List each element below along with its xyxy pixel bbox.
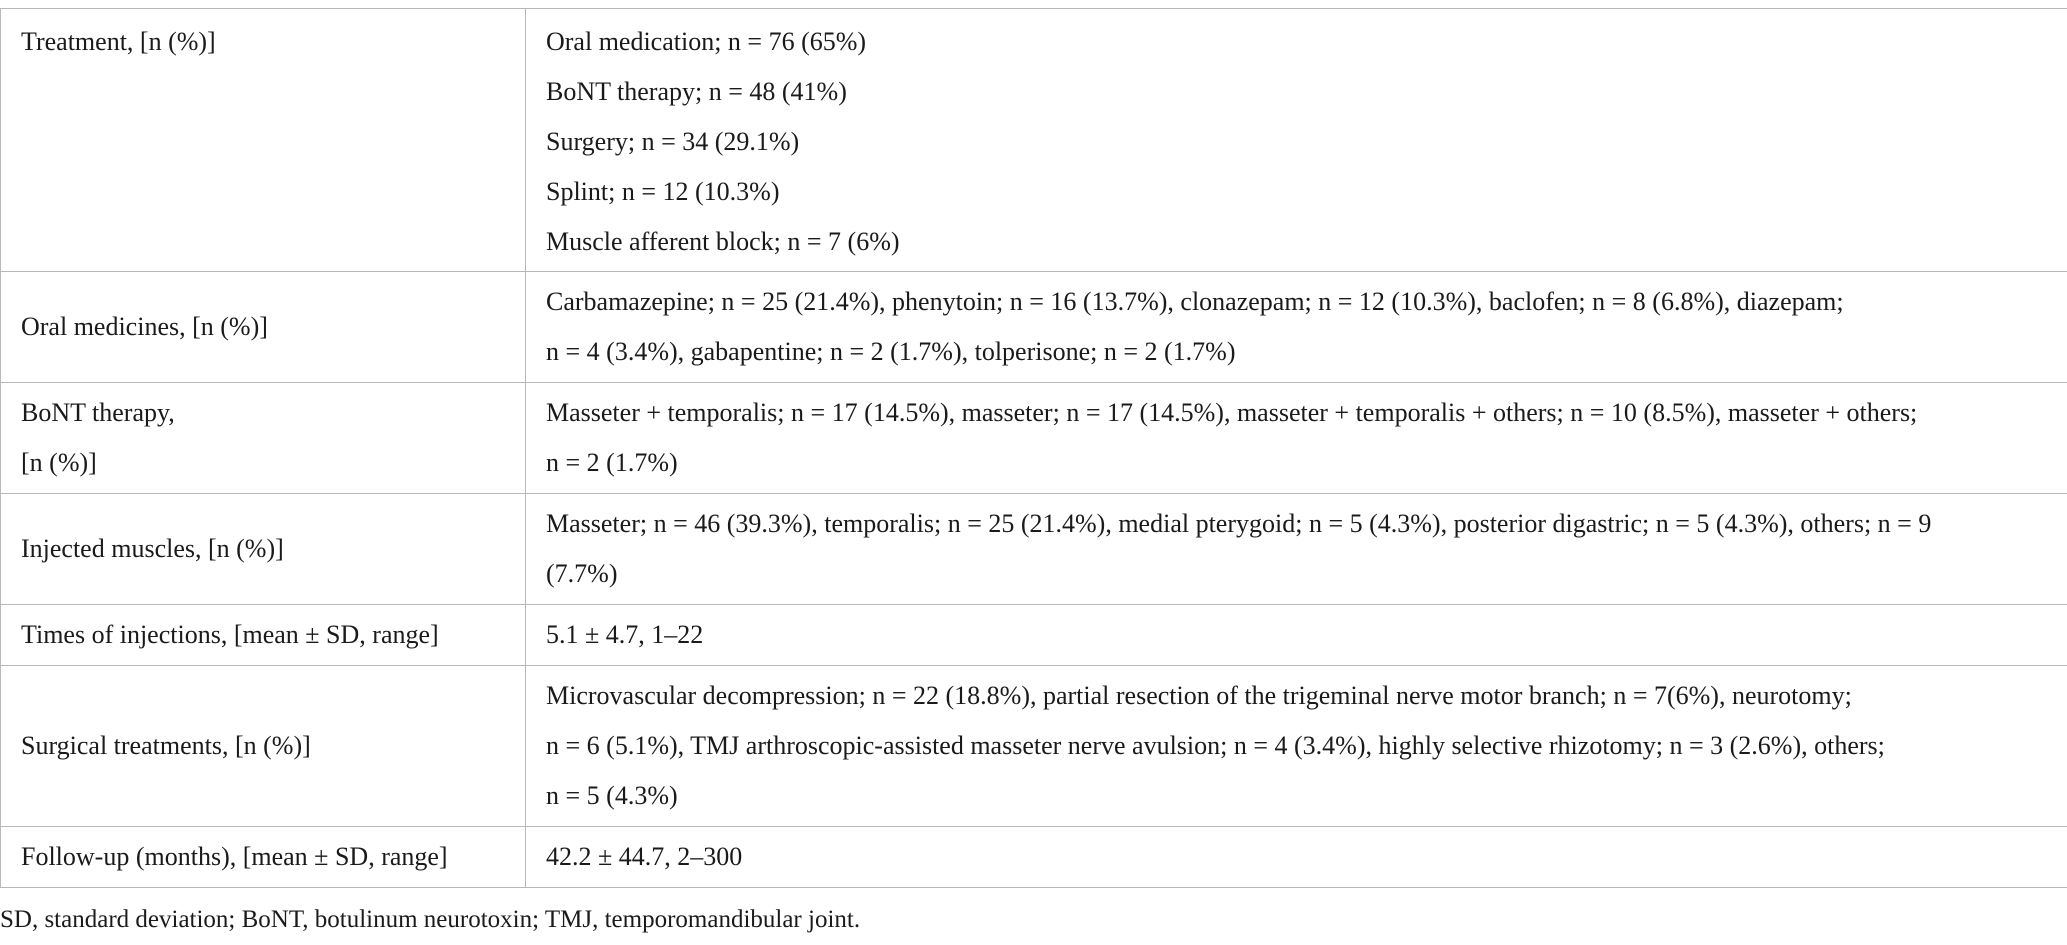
row-label bbox=[1, 605, 526, 666]
row-value-line: BoNT therapy; n = 48 (41%) bbox=[546, 77, 847, 106]
row-label bbox=[1, 827, 526, 888]
row-label bbox=[1, 9, 526, 272]
row-value-line: Microvascular decompression; n = 22 (18.8%), partial resection of the trigeminal nerve motor branch; n = 7(6%), neurotomy; bbox=[546, 681, 1852, 710]
table-footnote: SD, standard deviation; BoNT, botulinum neurotoxin; TMJ, temporomandibular joint. bbox=[0, 906, 861, 933]
row-value-line: 42.2 ± 44.7, 2–300 bbox=[546, 842, 743, 871]
row-label-line: Treatment, [n (%)] bbox=[21, 27, 216, 56]
table-row-treatment bbox=[1, 9, 2067, 272]
row-label-line: BoNT therapy, bbox=[21, 398, 175, 427]
row-value bbox=[526, 9, 2067, 272]
row-label bbox=[1, 383, 526, 494]
row-label-line: Surgical treatments, [n (%)] bbox=[21, 731, 311, 760]
row-label bbox=[1, 666, 526, 827]
row-value bbox=[526, 494, 2067, 605]
row-value-line: n = 6 (5.1%), TMJ arthroscopic-assisted masseter nerve avulsion; n = 4 (3.4%), highly selective rhizotomy; n = 3 (2.6%), others; bbox=[546, 731, 1885, 760]
row-label-line: Oral medicines, [n (%)] bbox=[21, 312, 268, 341]
row-value bbox=[526, 666, 2067, 827]
row-value bbox=[526, 605, 2067, 666]
row-label bbox=[1, 272, 526, 383]
row-value-line: Masseter; n = 46 (39.3%), temporalis; n = 25 (21.4%), medial pterygoid; n = 5 (4.3%), posterior digastric; n = 5 (4.3%), others; n = 9 bbox=[546, 509, 1932, 538]
row-value-line: n = 4 (3.4%), gabapentine; n = 2 (1.7%), tolperisone; n = 2 (1.7%) bbox=[546, 337, 1236, 366]
row-label-line: Times of injections, [mean ± SD, range] bbox=[21, 620, 439, 649]
row-label-line: [n (%)] bbox=[21, 448, 97, 477]
row-label bbox=[1, 494, 526, 605]
row-value-line: Carbamazepine; n = 25 (21.4%), phenytoin; n = 16 (13.7%), clonazepam; n = 12 (10.3%), baclofen; n = 8 (6.8%), diazepam; bbox=[546, 287, 1844, 316]
row-value-line: Surgery; n = 34 (29.1%) bbox=[546, 127, 800, 156]
table-row-times-of-injections bbox=[1, 605, 2067, 666]
row-value bbox=[526, 383, 2067, 494]
row-value bbox=[526, 827, 2067, 888]
row-value-line: n = 5 (4.3%) bbox=[546, 781, 678, 810]
treatment-table bbox=[0, 8, 2067, 888]
row-value-line: n = 2 (1.7%) bbox=[546, 448, 678, 477]
table-row-follow-up bbox=[1, 827, 2067, 888]
table-row-bont-therapy bbox=[1, 383, 2067, 494]
table-row-surgical-treatments bbox=[1, 666, 2067, 827]
row-value-line: Oral medication; n = 76 (65%) bbox=[546, 27, 867, 56]
row-value-line: Masseter + temporalis; n = 17 (14.5%), masseter; n = 17 (14.5%), masseter + temporalis + others; n = 10 (8.5%), masseter + others; bbox=[546, 398, 1918, 427]
row-value-line: (7.7%) bbox=[546, 559, 618, 588]
row-value-line: Muscle afferent block; n = 7 (6%) bbox=[546, 227, 900, 256]
row-label-line: Injected muscles, [n (%)] bbox=[21, 534, 284, 563]
table-row-oral-medicines bbox=[1, 272, 2067, 383]
row-value-line: Splint; n = 12 (10.3%) bbox=[546, 177, 780, 206]
row-label-line: Follow-up (months), [mean ± SD, range] bbox=[21, 842, 448, 871]
table-row-injected-muscles bbox=[1, 494, 2067, 605]
row-value-line: 5.1 ± 4.7, 1–22 bbox=[546, 620, 704, 649]
row-value bbox=[526, 272, 2067, 383]
data-table-container bbox=[0, 8, 2067, 888]
